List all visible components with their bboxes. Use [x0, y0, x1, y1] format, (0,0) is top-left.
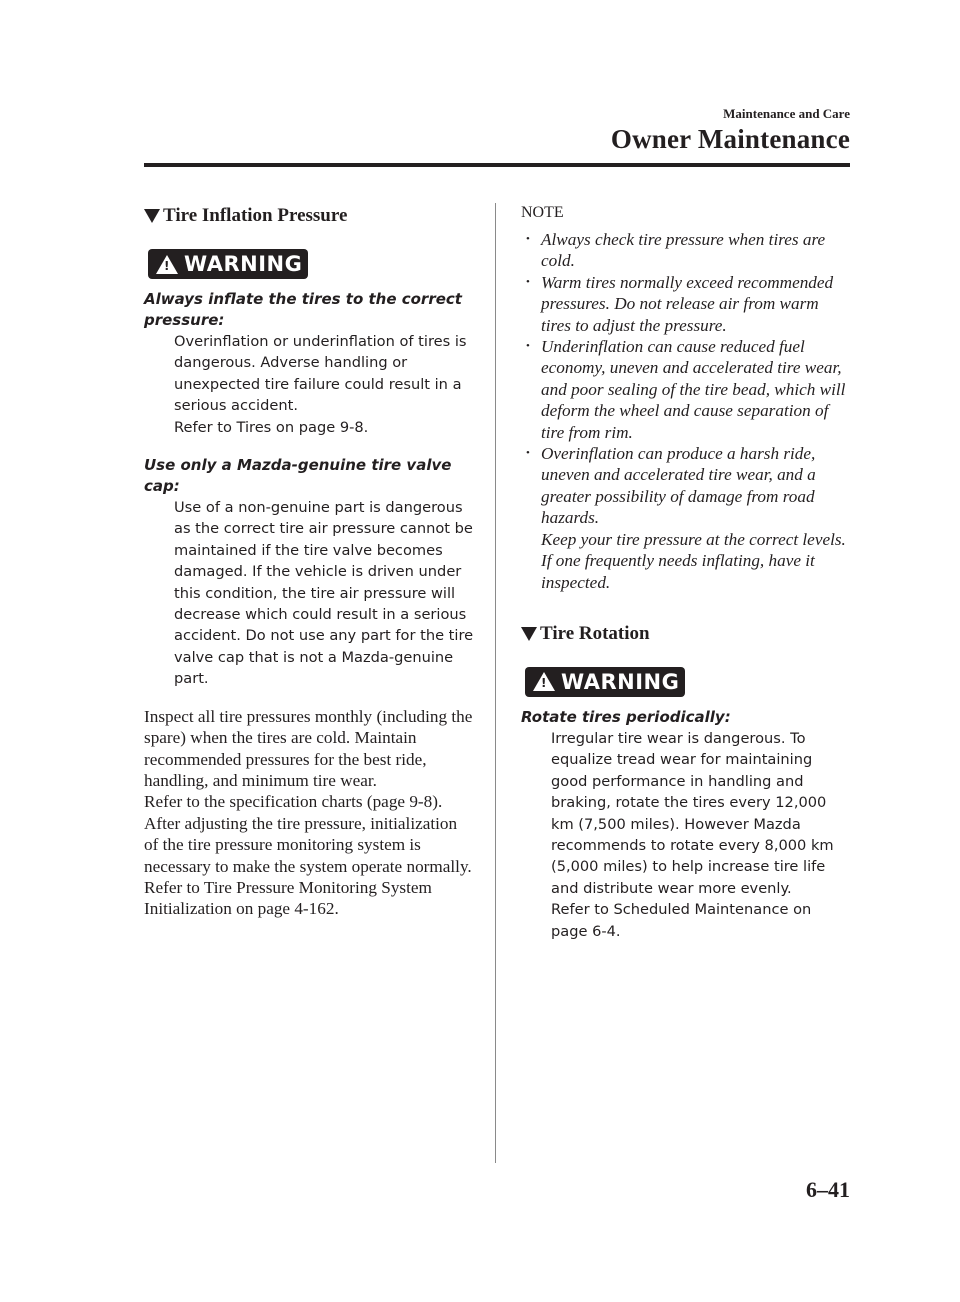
- triangle-bullet-icon: [144, 209, 160, 223]
- bullet-icon: •: [526, 275, 530, 288]
- warning-label: WARNING: [561, 669, 680, 694]
- left-column: [144, 203, 474, 920]
- body-paragraph: Inspect all tire pressures monthly (including the spare) when the tires are cold. Maintain recommended pressures for the best ride, handling, and minimum tire wear.: [144, 706, 473, 790]
- warning-title: Rotate tires periodically:: [521, 707, 731, 726]
- section-heading-tire-inflation: [144, 203, 474, 229]
- note-item: • Overinflation can produce a harsh ride, uneven and accelerated tire wear, and a greater possibility of damage from road hazards.: [526, 444, 816, 528]
- section-heading-tire-rotation: [521, 621, 851, 647]
- triangle-bullet-icon: [521, 627, 537, 641]
- warning-triangle-icon: !: [156, 255, 178, 274]
- warning-body: Irregular tire wear is dangerous. To equalize tread wear for maintaining good performance in handling and braking, rotate the tires every 12,000 km (7,500 miles). However Mazda recommends to rotate every 8,000 km (5,000 miles) to help increase tire life and distribute wear more evenly.: [551, 729, 834, 897]
- header-rule: [144, 163, 850, 167]
- bullet-icon: •: [526, 340, 530, 353]
- note-item: • Warm tires normally exceed recommended pressures. Do not release air from warm tires to adjust the pressure.: [526, 272, 834, 335]
- warning-title: Use only a Mazda-genuine tire valve cap:: [144, 456, 452, 496]
- warning-label: WARNING: [184, 252, 303, 276]
- note-label: NOTE: [521, 204, 564, 221]
- heading-text: Tire Rotation: [540, 622, 650, 644]
- bullet-icon: •: [526, 447, 530, 460]
- note-item: • Always check tire pressure when tires are cold.: [526, 230, 826, 271]
- warning-body: Use of a non-genuine part is dangerous as the correct tire air pressure cannot be maintained if the tire valve becomes damaged. If the vehicle is driven under this condition, the tire air pressure will decrease which could result in a serious accident. Do not use any part for the tire valve cap that is not a Mazda-genuine part.: [174, 499, 474, 688]
- right-column: [521, 203, 851, 942]
- section-title: Maintenance and Care: [723, 106, 850, 121]
- note-extra: Keep your tire pressure at the correct levels. If one frequently needs inflating, have it inspected.: [541, 529, 846, 592]
- bullet-icon: •: [526, 233, 530, 245]
- heading-text: Tire Inflation Pressure: [163, 205, 348, 226]
- warning-title: Always inflate the tires to the correct pressure:: [144, 290, 462, 329]
- chapter-title: Owner Maintenance: [610, 124, 850, 154]
- note-item: • Underinflation can cause reduced fuel economy, uneven and accelerated tire wear, and poor sealing of the tire bead, which will deform the wheel and cause separation of tire from rim.: [526, 337, 846, 442]
- note-list: [521, 229, 851, 593]
- body-paragraph: Refer to the specification charts (page 9-8).: [144, 792, 443, 812]
- warning-reference: Refer to Scheduled Maintenance on page 6-4.: [551, 901, 812, 940]
- warning-badge: [525, 667, 685, 697]
- body-paragraph: Refer to Tire Pressure Monitoring System Initialization on page 4-162.: [144, 877, 432, 919]
- warning-body: Overinflation or underinflation of tires is dangerous. Adverse handling or unexpected tire failure could result in a serious accident.: [174, 333, 467, 415]
- warning-triangle-icon: !: [533, 672, 555, 691]
- body-paragraph: After adjusting the tire pressure, initialization of the tire pressure monitoring system is necessary to make the system operate normally.: [144, 813, 472, 876]
- column-divider: [495, 203, 496, 1163]
- page-number: 6–41: [806, 1177, 850, 1202]
- warning-badge: [148, 249, 308, 279]
- warning-reference: Refer to Tires on page 9-8.: [174, 418, 369, 436]
